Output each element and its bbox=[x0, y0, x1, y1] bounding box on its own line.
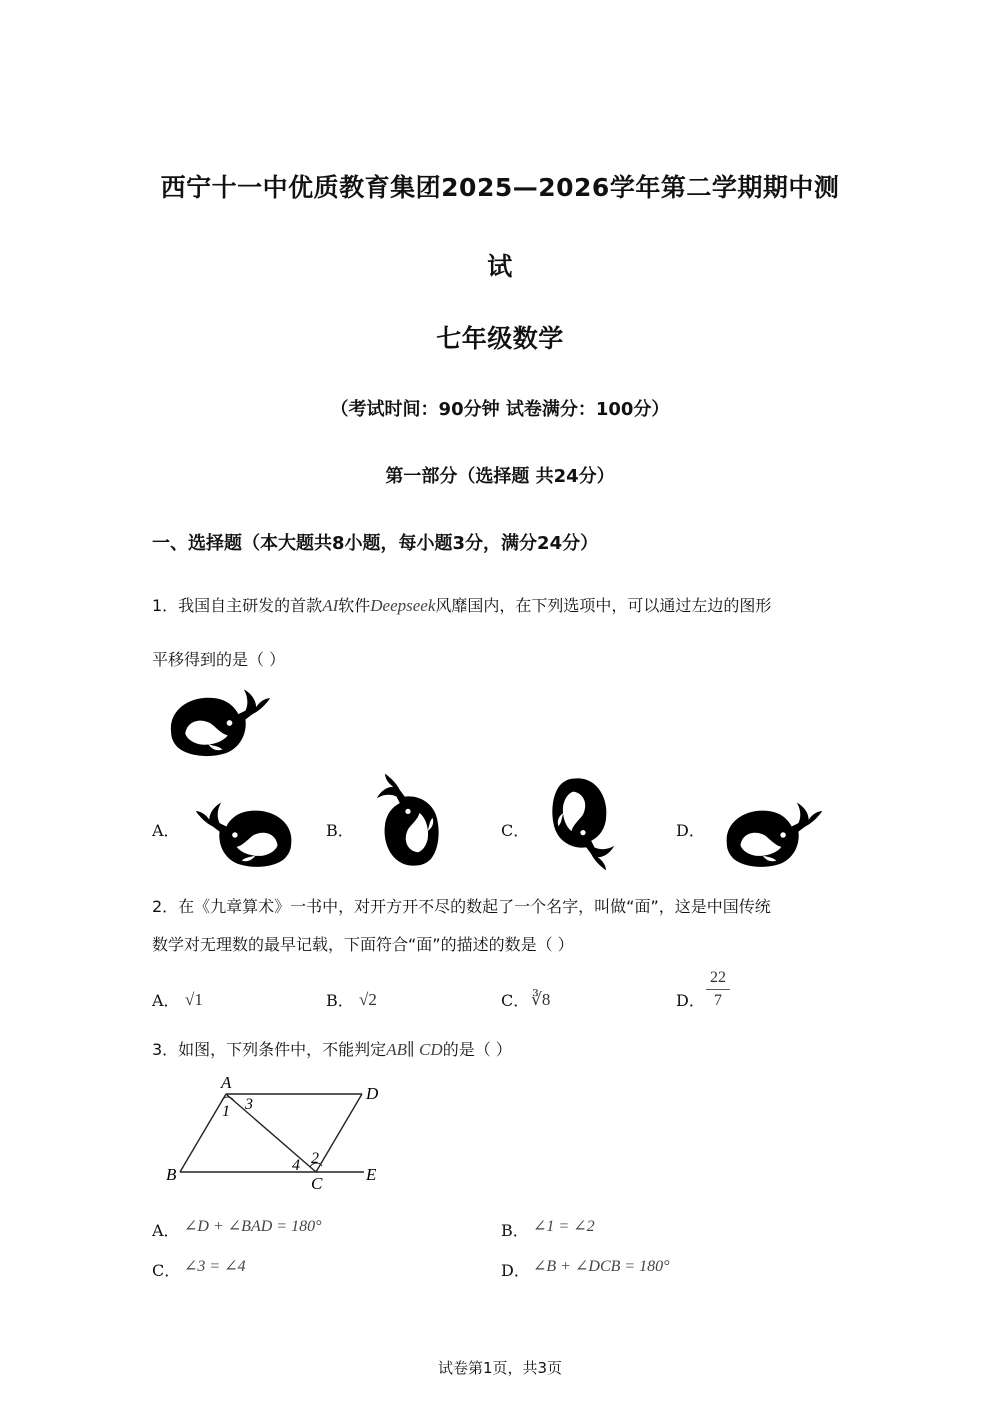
q3-text-a: 3．如图，下列条件中，不能判定 bbox=[152, 1040, 387, 1059]
q2-option-a-label: A． bbox=[152, 991, 180, 1010]
q3-option-d-label: D． bbox=[501, 1261, 530, 1280]
point-c-label: C bbox=[311, 1174, 323, 1193]
q2-option-d-label: D． bbox=[676, 991, 705, 1010]
q1-option-d-label: D． bbox=[676, 821, 705, 840]
question-1-line2: 平移得到的是（ ） bbox=[152, 650, 286, 669]
angle-4-label: 4 bbox=[292, 1157, 300, 1174]
q1-option-a-label: A． bbox=[152, 821, 180, 840]
point-a-label: A bbox=[221, 1073, 232, 1092]
question-2-line2: 数学对无理数的最早记载，下面符合“面”的描述的数是（ ） bbox=[152, 935, 574, 954]
q1-option-c-label: C． bbox=[501, 821, 530, 840]
whale-option-c-icon[interactable] bbox=[543, 772, 623, 872]
whale-option-b-icon[interactable] bbox=[368, 772, 448, 872]
point-d-label: D bbox=[366, 1084, 379, 1103]
whale-logo-icon bbox=[164, 684, 272, 762]
q1-text-c: 风靡国内，在下列选项中，可以通过左边的图形 bbox=[435, 596, 772, 615]
q3-option-d-value[interactable]: ∠B + ∠DCB = 180° bbox=[533, 1258, 670, 1275]
question-2-line1: 2．在《九章算术》一书中，对开方开不尽的数起了一个名字，叫做“面”，这是中国传统 bbox=[152, 897, 771, 916]
q2-option-b-label: B． bbox=[326, 991, 354, 1010]
whale-option-d-icon[interactable] bbox=[720, 798, 824, 872]
q3-option-b-value[interactable]: ∠1 = ∠2 bbox=[533, 1218, 595, 1235]
line-ab bbox=[180, 1094, 226, 1172]
point-b-label: B bbox=[166, 1165, 177, 1184]
question-3-text bbox=[152, 1038, 852, 1062]
exam-info: （考试时间：90分钟 试卷满分：100分） bbox=[330, 399, 670, 420]
q1-ai-term: AI bbox=[322, 596, 339, 615]
q3-option-a-value[interactable]: ∠D + ∠BAD = 180° bbox=[184, 1218, 322, 1235]
q2-option-d-fraction[interactable] bbox=[706, 968, 730, 1011]
fraction-denominator: 7 bbox=[714, 992, 722, 1009]
line-dc bbox=[316, 1094, 362, 1172]
q1-option-b-label: B． bbox=[326, 821, 354, 840]
q2-option-c-value[interactable]: ∛8 bbox=[531, 990, 551, 1009]
q3-option-c-value[interactable]: ∠3 = ∠4 bbox=[184, 1258, 246, 1275]
q1-text-b: 软件 bbox=[338, 596, 371, 615]
angle-3-label: 3 bbox=[245, 1096, 253, 1113]
section-heading: 一、选择题（本大题共8小题，每小题3分，满分24分） bbox=[152, 533, 599, 554]
q3-option-a-label: A． bbox=[152, 1221, 180, 1240]
q3-option-c-label: C． bbox=[152, 1261, 181, 1280]
q1-text-a: 1．我国自主研发的首款 bbox=[152, 596, 323, 615]
q1-deepseek-term: Deepseek bbox=[370, 596, 436, 615]
whale-option-a-icon[interactable] bbox=[194, 798, 298, 872]
question-1-line1 bbox=[152, 594, 852, 618]
fraction-numerator: 22 bbox=[710, 969, 726, 986]
exam-title-line1: 西宁十一中优质教育集团2025—2026学年第二学期期中测 bbox=[160, 173, 840, 202]
angle-2-label: 2 bbox=[311, 1150, 319, 1167]
q3-option-b-label: B． bbox=[501, 1221, 529, 1240]
q3-geometry-figure bbox=[160, 1072, 390, 1194]
page-footer: 试卷第1页，共3页 bbox=[437, 1359, 563, 1377]
fraction-bar bbox=[706, 989, 730, 990]
q2-option-b-value[interactable]: √2 bbox=[359, 990, 377, 1009]
q2-option-c-label: C． bbox=[501, 991, 530, 1010]
line-ac bbox=[226, 1094, 316, 1172]
angle-1-label: 1 bbox=[222, 1103, 230, 1120]
q3-text-b: 的是（ ） bbox=[442, 1040, 512, 1059]
subject-title: 七年级数学 bbox=[436, 324, 564, 353]
q2-option-a-value[interactable]: √1 bbox=[185, 990, 203, 1009]
part-label: 第一部分（选择题 共24分） bbox=[385, 466, 615, 487]
point-e-label: E bbox=[366, 1165, 377, 1184]
exam-title-line2: 试 bbox=[487, 252, 513, 281]
q3-relation: AB∥ CD bbox=[386, 1040, 443, 1059]
